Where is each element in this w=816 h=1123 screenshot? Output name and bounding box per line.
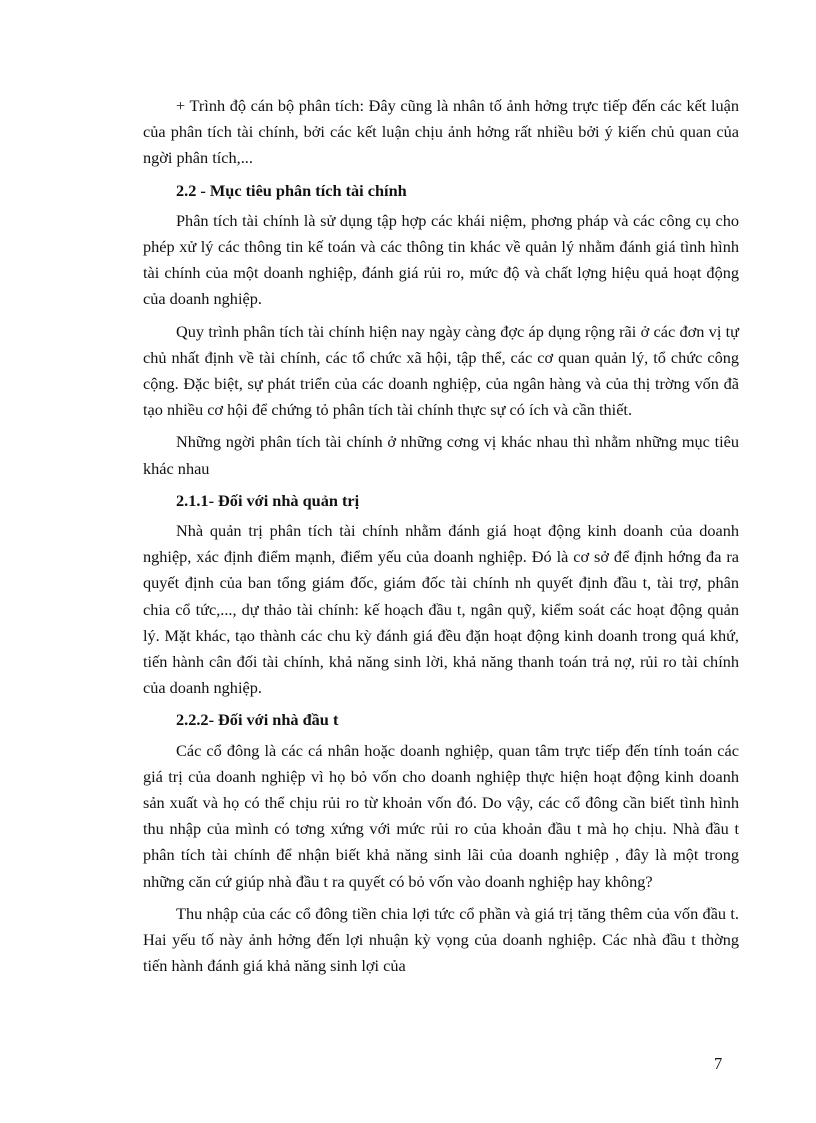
- subsection-heading-managers: 2.1.1- Đối với nhà quản trị: [176, 490, 360, 510]
- paragraph-analyst-objectives: Những ngời phân tích tài chính ở những cơng vị khác nhau thì nhằm những mục tiêu khác nhau: [143, 432, 739, 478]
- paragraph-shareholders: Các cổ đông là các cá nhân hoặc doanh nghiệp, quan tâm trực tiếp đến tính toán các giá trị của doanh nghiệp vì họ bỏ vốn cho doanh nghiệp thực hiện hoạt động kinh doanh sản xuất và họ có thể chịu rủi ro từ khoản vốn đó. Do vậy, các cổ đông cần biết tình hình thu nhập của mình có tơng xứng với mức rủi ro của khoản đầu t mà họ chịu. Nhà đầu t phân tích tài chính để nhận biết khả năng sinh lãi của doanh nghiệp , đây là một trong những căn cứ giúp nhà đầu t ra quyết có bỏ vốn vào doanh nghiệp hay không?: [143, 740, 739, 891]
- paragraph-shareholder-income: Thu nhập của các cổ đông tiền chia lợi tức cổ phần và giá trị tăng thêm của vốn đầu t. Hai yếu tố này ảnh hởng đến lợi nhuận kỳ vọng của doanh nghiệp. Các nhà đầu t thờng tiến hành đánh giá khả năng sinh lợi của: [143, 903, 739, 976]
- subsection-heading-investors: 2.2.2- Đối với nhà đầu t: [176, 710, 339, 730]
- page-number: 7: [714, 1054, 723, 1073]
- page-body: [143, 93, 739, 980]
- paragraph-analysis-process: Quy trình phân tích tài chính hiện nay ngày càng đợc áp dụng rộng rãi ở các đơn vị tự chủ nhất định về tài chính, các tổ chức xã hội, tập thể, các cơ quan quản lý, tổ chức công cộng. Đặc biệt, sự phát triển của các doanh nghiệp, của ngân hàng và của thị trờng vốn đã tạo nhiều cơ hội để chứng tỏ phân tích tài chính thực sự có ích và cần thiết.: [143, 321, 739, 420]
- paragraph-analyst-qualification: + Trình độ cán bộ phân tích: Đây cũng là nhân tố ảnh hởng trực tiếp đến các kết luận của phân tích tài chính, bởi các kết luận chịu ảnh hởng rất nhiều bởi ý kiến chủ quan của ngời phân tích,...: [143, 96, 739, 168]
- paragraph-managers: Nhà quản trị phân tích tài chính nhằm đánh giá hoạt động kinh doanh của doanh nghiệp, xác định điểm mạnh, điểm yếu của doanh nghiệp. Đó là cơ sở để định hớng đa ra quyết định của ban tổng giám đốc, giám đốc tài chính nh quyết định đầu t, tài trợ, phân chia cổ tức,..., dự thảo tài chính: kế hoạch đầu t, ngân quỹ, kiểm soát các hoạt động quản lý. Mặt khác, tạo thành các chu kỳ đánh giá đều đặn hoạt động kinh doanh trong quá khứ, tiến hành cân đối tài chính, khả năng sinh lời, khả năng thanh toán trả nợ, rủi ro tài chính của doanh nghiệp.: [143, 521, 739, 698]
- paragraph-financial-analysis-definition: Phân tích tài chính là sử dụng tập hợp các khái niệm, phơng pháp và các công cụ cho phép xử lý các thông tin kế toán và các thông tin khác về quản lý nhằm đánh giá tình hình tài chính của một doanh nghiệp, đánh giá rủi ro, mức độ và chất lợng hiệu quả hoạt động của doanh nghiệp.: [143, 210, 739, 309]
- section-heading-financial-analysis-goals: 2.2 - Mục tiêu phân tích tài chính: [176, 180, 407, 200]
